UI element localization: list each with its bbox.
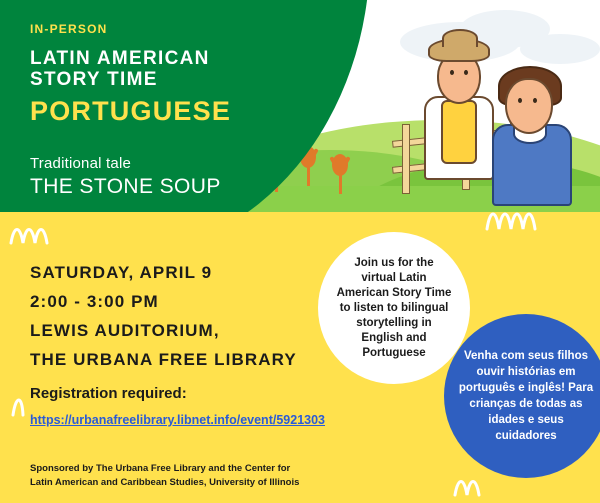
squiggle-icon — [452, 474, 488, 498]
portuguese-description-text: Venha com seus filhos ouvir histórias em português e inglês! Para crianças de todas as idades e seus cuidadores — [458, 350, 594, 442]
sponsor-line-1: Sponsored by The Urbana Free Library and the Center for — [30, 463, 291, 474]
man-eye-illustration — [450, 70, 454, 75]
registration-link[interactable]: https://urbanafreelibrary.libnet.info/event/5921303 — [30, 413, 325, 427]
man-eye-illustration — [464, 70, 468, 75]
tale-title: THE STONE SOUP — [30, 175, 221, 198]
tree-icon — [332, 154, 348, 194]
event-title-line-2: STORY TIME — [30, 69, 158, 90]
event-details-block — [30, 258, 330, 374]
english-description-text: Join us for the virtual Latin American Story Time to listen to bilingual storytelling in English and Portuguese — [336, 256, 452, 359]
woman-head-illustration — [505, 78, 553, 134]
event-date: SATURDAY, APRIL 9 — [30, 263, 213, 282]
portuguese-description-circle — [444, 314, 600, 478]
tale-label: Traditional tale — [30, 155, 132, 172]
woman-eye-illustration — [518, 98, 522, 103]
sponsor-line-2: Latin American and Caribbean Studies, University of Illinois — [30, 477, 300, 488]
sponsor-note — [30, 462, 360, 490]
man-hat-illustration — [428, 38, 490, 62]
squiggle-icon — [10, 392, 26, 418]
event-venue-line-1: LEWIS AUDITORIUM, — [30, 321, 220, 340]
registration-label: Registration required: — [30, 385, 187, 402]
event-time: 2:00 - 3:00 PM — [30, 292, 159, 311]
event-language: PORTUGUESE — [30, 96, 232, 126]
headline-block — [30, 22, 330, 199]
in-person-badge: IN-PERSON — [30, 22, 108, 36]
illustration-band — [0, 0, 600, 212]
cloud-icon — [520, 34, 600, 64]
event-venue-line-2: THE URBANA FREE LIBRARY — [30, 350, 297, 369]
woman-eye-illustration — [533, 98, 537, 103]
event-title-line-1: LATIN AMERICAN — [30, 48, 210, 69]
squiggle-icon — [8, 222, 54, 246]
man-vest-illustration — [441, 100, 477, 164]
squiggle-icon — [484, 206, 540, 232]
